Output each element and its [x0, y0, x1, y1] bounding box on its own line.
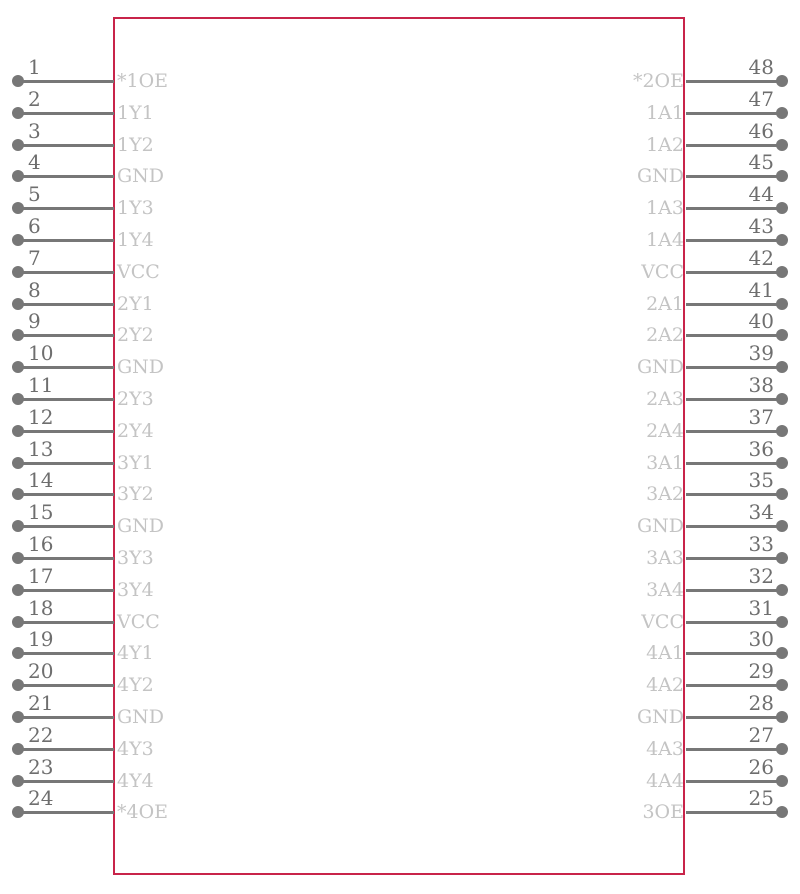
pin-name: VCC [641, 260, 684, 283]
pin-end-dot-icon [776, 393, 788, 405]
pin-number: 24 [28, 786, 54, 811]
pin-wire [686, 175, 782, 178]
pin [0, 214, 800, 251]
pin-end-dot-icon [776, 457, 788, 469]
pin-name: 4Y4 [117, 769, 154, 792]
pin-name: 4Y1 [117, 642, 154, 665]
pin-number: 11 [28, 373, 54, 397]
pin [0, 309, 800, 347]
pin-name: 1Y2 [117, 133, 154, 156]
pin-end-dot-icon [776, 711, 788, 723]
pin-number: 22 [28, 722, 54, 747]
pin-number: 9 [28, 309, 41, 334]
pin-wire [686, 398, 782, 401]
pin-number: 42 [748, 245, 774, 270]
pin-name: 3Y2 [117, 483, 154, 506]
pin-number: 12 [28, 404, 54, 429]
pin-wire [686, 112, 782, 115]
pin-end-dot-icon [776, 647, 788, 659]
pin-number: 32 [748, 563, 774, 588]
pin-wire [686, 525, 782, 528]
pin [0, 182, 800, 220]
pin-number: 3 [28, 118, 41, 143]
pin-number: 35 [748, 468, 774, 493]
pin-name: GND [636, 165, 684, 188]
pin-name: *4OE [117, 801, 169, 824]
pin [0, 55, 800, 92]
pin-name: 4A3 [646, 737, 684, 760]
pin-name: GND [117, 706, 165, 728]
pin-number: 36 [748, 436, 774, 461]
pin-name: 1A1 [646, 101, 684, 124]
pin-number: 20 [28, 659, 54, 684]
pin-name: 3Y4 [117, 578, 154, 601]
pin-name: GND [117, 356, 165, 379]
pin-wire [686, 430, 782, 433]
pin-wire [686, 652, 782, 655]
pin-end-dot-icon [776, 329, 788, 341]
pin-wire [686, 462, 782, 465]
pin-name: 4A2 [646, 674, 684, 697]
pin-name: 2A4 [646, 419, 684, 442]
pin-name: 1Y4 [117, 229, 154, 251]
pin-name: 1A2 [646, 133, 684, 156]
pin-number: 7 [28, 245, 41, 270]
pin-end-dot-icon [776, 488, 788, 500]
pin-number: 34 [748, 500, 774, 525]
pin-name: 1Y3 [117, 197, 154, 220]
pin-wire [686, 493, 782, 496]
pin-name: GND [117, 515, 165, 538]
pin-wire [686, 271, 782, 274]
pin-name: VCC [641, 610, 684, 633]
pin-number: 2 [28, 86, 41, 111]
pin [0, 86, 800, 124]
pin-end-dot-icon [776, 616, 788, 628]
pin-wire [686, 303, 782, 306]
pin-end-dot-icon [776, 107, 788, 119]
pin-wire [686, 334, 782, 337]
pin-number: 47 [748, 86, 774, 111]
pin-wire [686, 811, 782, 814]
pin-number: 23 [28, 754, 54, 779]
pin-wire [686, 80, 782, 83]
pin-name: 4Y3 [117, 737, 154, 760]
pin-number: 41 [748, 277, 774, 302]
pin-end-dot-icon [776, 170, 788, 182]
pin-name: 3OE [642, 801, 684, 824]
pin-number: 48 [748, 55, 774, 79]
pin-name: 2Y1 [117, 292, 154, 315]
pin-name: 1Y1 [117, 101, 154, 124]
pin-name: VCC [117, 260, 160, 283]
pin-wire [686, 366, 782, 369]
pin-end-dot-icon [776, 234, 788, 246]
pin-number: 18 [28, 595, 54, 620]
pin-name: 2A1 [646, 292, 684, 315]
pin-end-dot-icon [776, 298, 788, 310]
pin-name: 1A3 [646, 197, 684, 220]
pin-number: 5 [28, 182, 41, 207]
pin-name: 1A4 [646, 229, 684, 251]
pin-name: *2OE [632, 70, 684, 92]
pin-number: 30 [748, 627, 774, 652]
pin [0, 150, 800, 188]
pin-number: 16 [28, 532, 54, 556]
pin-number: 44 [748, 182, 774, 207]
pin-number: 31 [748, 595, 774, 620]
pin-wire [686, 716, 782, 719]
pin-end-dot-icon [776, 775, 788, 787]
pin-end-dot-icon [776, 75, 788, 87]
pin-name: GND [636, 356, 684, 379]
pin-number: 25 [748, 786, 774, 811]
pin-number: 29 [748, 659, 774, 684]
pin-end-dot-icon [776, 520, 788, 532]
pin-name: *1OE [117, 70, 169, 92]
pin-end-dot-icon [776, 202, 788, 214]
pin-number: 40 [748, 309, 774, 334]
pin-end-dot-icon [776, 139, 788, 151]
pin-wire [686, 621, 782, 624]
pin-wire [686, 239, 782, 242]
pin-name: GND [117, 165, 165, 188]
pin-number: 38 [748, 373, 774, 397]
pin-number: 45 [748, 150, 774, 175]
pin-number: 43 [748, 214, 774, 238]
pin-number: 1 [28, 55, 41, 79]
pin-end-dot-icon [776, 584, 788, 596]
pin-name: 2A2 [646, 324, 684, 347]
pin-name: 2Y2 [117, 324, 154, 347]
pin-end-dot-icon [776, 806, 788, 818]
pin-wire [686, 144, 782, 147]
pin-end-dot-icon [776, 361, 788, 373]
pin-number: 8 [28, 277, 41, 302]
pin [0, 118, 800, 156]
pin-name: 2Y4 [117, 419, 154, 442]
pin-name: 2Y3 [117, 388, 154, 410]
pin-number: 19 [28, 627, 54, 652]
pin-name: 4Y2 [117, 674, 154, 697]
pin-name: VCC [117, 610, 160, 633]
pin-name: 3A2 [646, 483, 684, 506]
pin-name: 3A4 [646, 578, 684, 601]
pin-number: 17 [28, 563, 54, 588]
pin-number: 39 [748, 341, 774, 366]
pin-number: 28 [748, 691, 774, 715]
pin-number: 15 [28, 500, 54, 525]
pin-name: GND [636, 515, 684, 538]
pin-name: 3Y1 [117, 451, 154, 474]
pin-number: 10 [28, 341, 54, 366]
pin-number: 4 [28, 150, 41, 175]
pin-name: 3Y3 [117, 547, 154, 569]
pin-number: 21 [28, 691, 54, 715]
pin-number: 37 [748, 404, 774, 429]
pin-number: 14 [28, 468, 54, 493]
pin-wire [686, 748, 782, 751]
pin [0, 245, 800, 283]
pin-name: 4A1 [646, 642, 684, 665]
pin-wire [686, 207, 782, 210]
pin-name: 2A3 [646, 388, 684, 410]
pin-wire [686, 684, 782, 687]
pin-end-dot-icon [776, 266, 788, 278]
pin-end-dot-icon [776, 743, 788, 755]
pin-wire [686, 780, 782, 783]
pin-number: 26 [748, 754, 774, 779]
pin-number: 6 [28, 214, 41, 238]
pin-end-dot-icon [776, 425, 788, 437]
pin-name: 4A4 [646, 769, 684, 792]
pin-name: 3A1 [646, 451, 684, 474]
pin-end-dot-icon [776, 679, 788, 691]
pin [0, 277, 800, 315]
pin-wire [686, 589, 782, 592]
pin-end-dot-icon [776, 552, 788, 564]
pin-number: 33 [748, 532, 774, 556]
pin-name: GND [636, 706, 684, 728]
pin-number: 13 [28, 436, 54, 461]
pin-number: 27 [748, 722, 774, 747]
pin-wire [686, 557, 782, 560]
pin-number: 46 [748, 118, 774, 143]
pin-name: 3A3 [646, 547, 684, 569]
